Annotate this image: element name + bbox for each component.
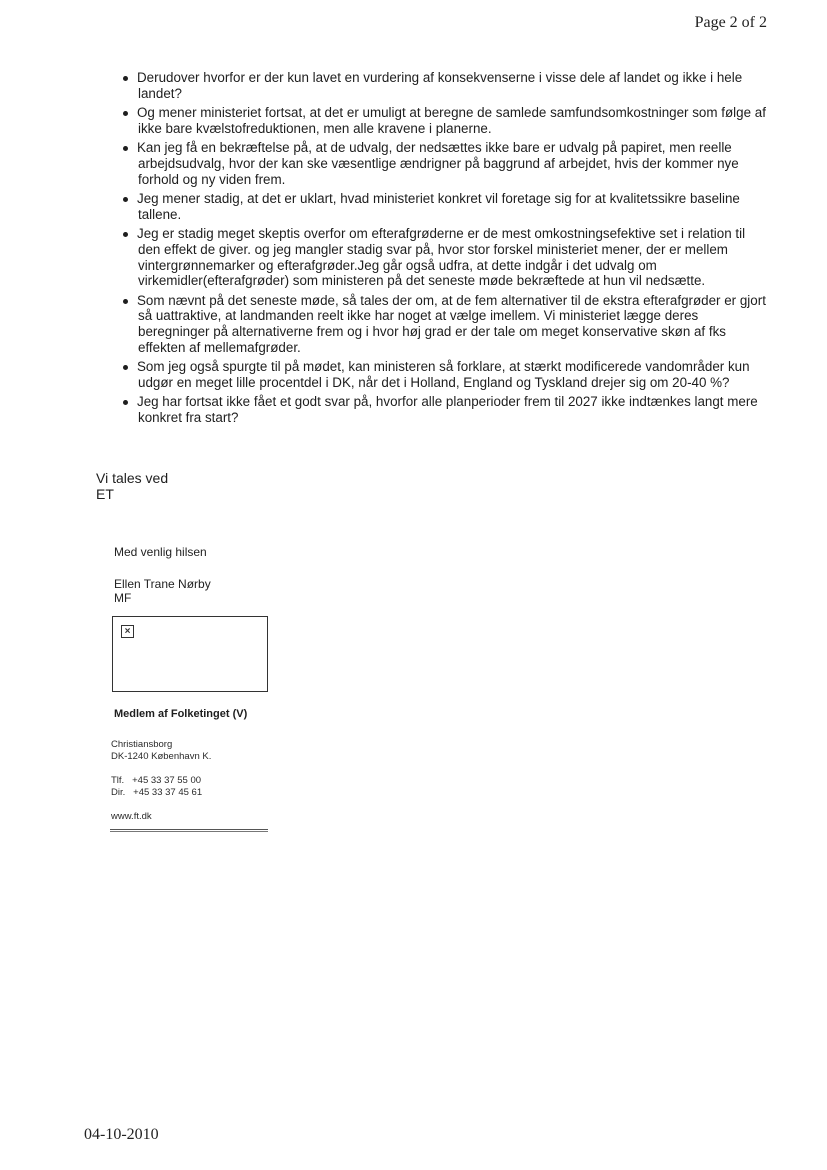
list-item	[118, 394, 766, 425]
signature-name: Ellen Trane Nørby	[114, 577, 211, 591]
signature-address	[111, 739, 211, 762]
address-line: Christiansborg	[111, 739, 173, 750]
author-initials: ET	[96, 486, 114, 502]
list-item-text: Som nævnt på det seneste møde, så tales der om, at de fem alternativer til de ekstra efterafgrøder er gjort så uattraktive, at landmanden reelt ikke har noget at vælge imellem. Vi ministeriet lægge deres beregninger på alternativerne frem og i hvor høj grad er der tale om meget konservative skøn af fks effekten af mellemafgrøder.	[137, 292, 766, 355]
list-item	[118, 359, 766, 390]
signature-phones	[111, 775, 202, 798]
list-item-text: Kan jeg få en bekræftelse på, at de udvalg, der nedsættes ikke bare er udvalg på papiret, men reelle arbejdsudvalg, hvor der kan ske væsentlige ændrigner på baggrund af arbejdet, hvis der kommer nye forhold og ny viden frem.	[137, 140, 739, 187]
list-item	[118, 70, 766, 101]
list-item-text: Jeg er stadig meget skeptis overfor om efterafgrøderne er de mest omkostningsefektive set i relation til den effekt de giver. og jeg mangler stadig svar på, hvor stor forskel ministeriet mener, der er mellem vintergrønnemarker og efterafgrøder.Jeg går også udfra, at dette indgår i det udvalg om virkemidler(efterafgrøder) som ministeren på det seneste møde bekræftede at hun vil nedsætte.	[137, 226, 746, 289]
document-date: 04-10-2010	[84, 1126, 159, 1143]
closing-line: Vi tales ved	[96, 470, 169, 486]
phone-number: Tlf. +45 33 37 55 00	[111, 775, 202, 786]
signature-divider	[110, 829, 268, 832]
direct-number: Dir. +45 33 37 45 61	[111, 786, 203, 798]
list-item	[118, 105, 766, 136]
broken-image-icon: ×	[121, 625, 134, 638]
list-item-text: Jeg mener stadig, at det er uklart, hvad ministeriet konkret vil foretage sig for at kvalitetssikre baseline tallene.	[137, 191, 740, 222]
closing-remark	[96, 470, 168, 502]
list-item	[118, 293, 766, 355]
question-list	[118, 70, 766, 429]
signature-greeting: Med venlig hilsen	[114, 545, 207, 559]
list-item	[118, 140, 766, 187]
list-item-text: Som jeg også spurgte til på mødet, kan ministeren så forklare, at stærkt modificerede vandområder kun udgør en meget lille procentdel i DK, når det i Holland, England og Tyskland drejer sig om 20-40 %?	[137, 359, 750, 390]
signature-title: MF	[114, 591, 132, 605]
signature-block	[114, 545, 211, 605]
list-item	[118, 191, 766, 222]
signature-image-placeholder	[112, 616, 268, 692]
list-item-text: Derudover hvorfor er der kun lavet en vurdering af konsekvenserne i visse dele af landet og ikke i hele landet?	[137, 70, 743, 101]
list-item	[118, 226, 766, 288]
list-item-text: Og mener ministeriet fortsat, at det er umuligt at beregne de samlede samfundsomkostninger som følge af ikke bare kvælstofreduktionen, men alle kravene i planerne.	[137, 105, 766, 136]
signature-organization: Medlem af Folketinget (V)	[114, 708, 248, 720]
address-line: DK-1240 København K.	[111, 750, 212, 762]
page-number: Page 2 of 2	[694, 14, 767, 31]
list-item-text: Jeg har fortsat ikke fået et godt svar på, hvorfor alle planperioder frem til 2027 ikke indtænkes langt mere konkret fra start?	[137, 394, 758, 425]
signature-website-link[interactable]: www.ft.dk	[111, 811, 152, 822]
